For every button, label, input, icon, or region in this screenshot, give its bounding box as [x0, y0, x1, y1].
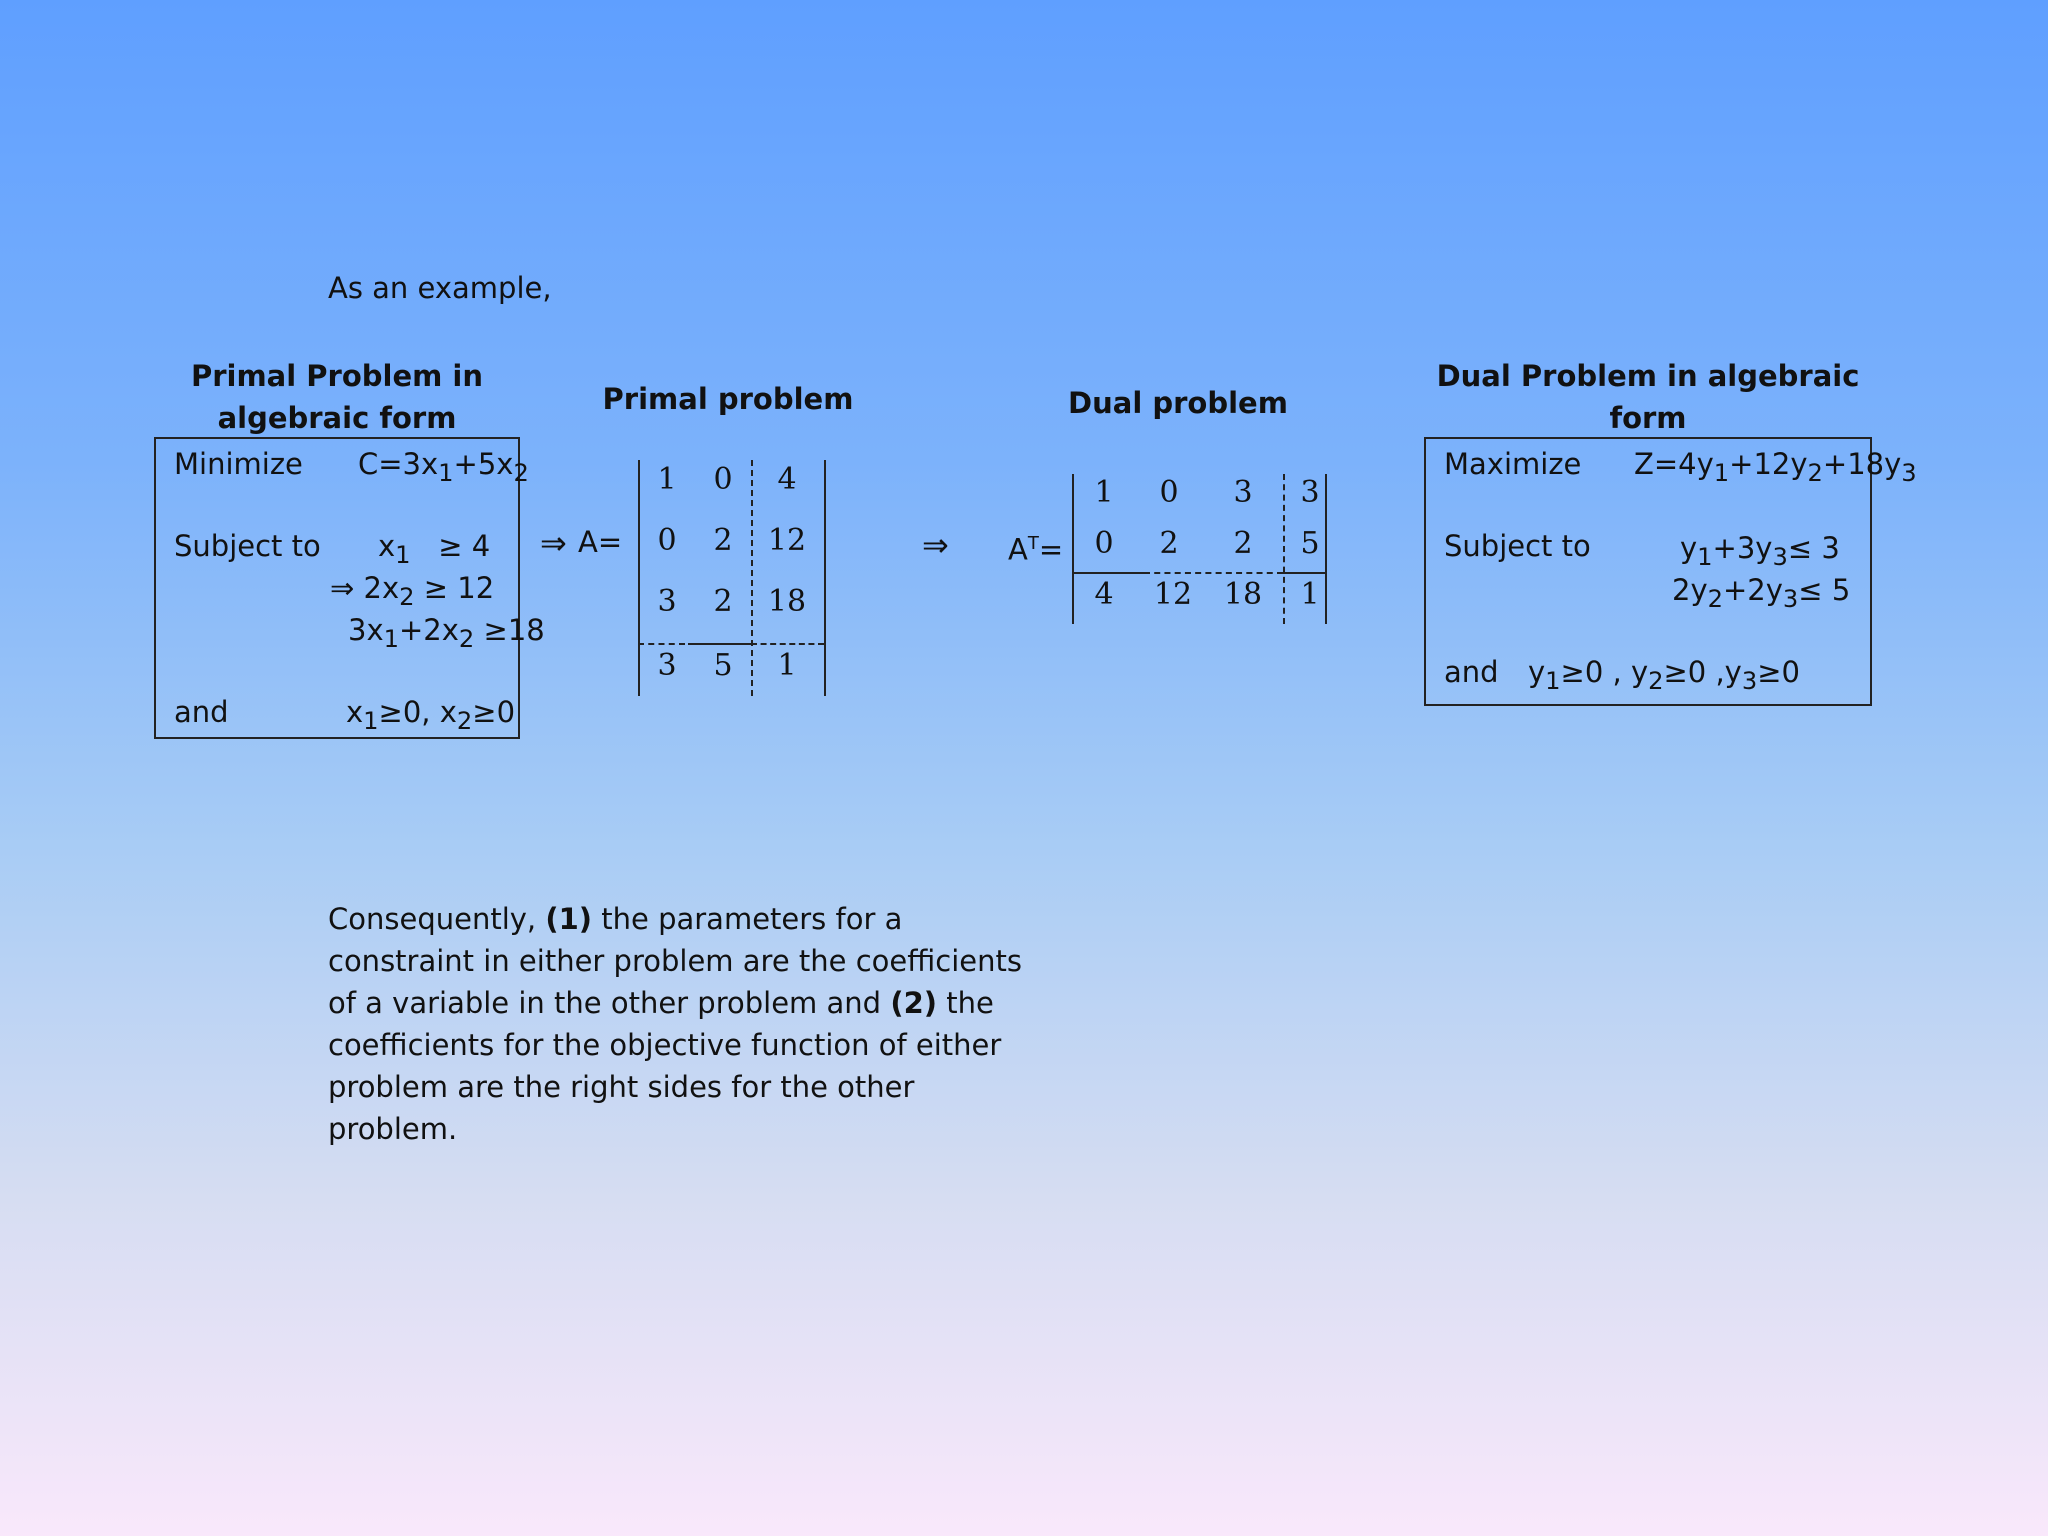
implies-arrow-icon: ⇒ — [540, 524, 567, 562]
dual-and-label: and — [1444, 655, 1499, 689]
matrix-cell: 3 — [657, 584, 677, 619]
primal-algebraic-title — [154, 355, 520, 439]
minimize-label: Minimize — [174, 447, 303, 481]
dual-algebraic-title-line2: form — [1609, 401, 1687, 435]
matrix-cell: 1 — [657, 462, 677, 497]
primal-and-label: and — [174, 695, 229, 729]
dual-subject-label: Subject to — [1444, 529, 1591, 563]
primal-subject-label: Subject to — [174, 529, 321, 563]
implies-arrow-icon: ⇒ — [922, 526, 949, 564]
matrix-cell: 5 — [713, 648, 733, 683]
dual-matrix-label: $A^T=$ — [1008, 532, 1064, 567]
primal-matrix-title: Primal problem — [602, 382, 854, 416]
primal-nonnegativity: $x_1\ge 0$, $x_2\ge 0$ — [346, 695, 516, 735]
matrix-cell: 4 — [1094, 577, 1114, 612]
dual-constraint-2: $2y_2+2y_3\le 5$ — [1672, 573, 1851, 613]
primal-algebraic-box — [154, 437, 545, 739]
intro-text: As an example, — [328, 271, 552, 305]
matrix-cell: 3 — [657, 648, 677, 683]
dual-nonnegativity: $y_1\ge 0$ , $y_2\ge 0$ $,y_3\ge 0$ — [1528, 655, 1800, 695]
consequently-paragraph: Consequently, (1) the parameters for a constraint in either problem are the coefficients of a variable in the other problem and (2) the coefficients for the objective function of either problem are the right sides for the other problem. — [328, 902, 1022, 1146]
primal-algebraic-title-line1: Primal Problem in — [190, 359, 484, 393]
dual-matrix-title: Dual problem — [1068, 386, 1288, 420]
matrix-cell: 12 — [1153, 577, 1193, 612]
matrix-cell: 2 — [713, 523, 733, 558]
matrix-cell: 5 — [1300, 526, 1320, 561]
matrix-cell: 3 — [1300, 475, 1320, 510]
matrix-cell: 0 — [1094, 526, 1114, 561]
matrix-cell: 18 — [767, 584, 807, 619]
matrix-cell: 2 — [713, 584, 733, 619]
maximize-label: Maximize — [1444, 447, 1582, 481]
primal-objective: $C=3x_1+5x_2$ — [358, 447, 529, 487]
matrix-cell: 12 — [767, 523, 807, 558]
matrix-cell: 4 — [777, 462, 797, 497]
matrix-cell: 0 — [657, 523, 677, 558]
matrix-cell: 0 — [713, 462, 733, 497]
dual-constraint-1: $y_1+3y_3\le 3$ — [1680, 531, 1840, 571]
matrix-cell: 1 — [777, 648, 797, 683]
primal-constraint-3: $3x_1+2x_2 \ge 18$ — [348, 613, 545, 653]
primal-algebraic-title-line2: algebraic form — [217, 401, 457, 435]
primal-matrix-label: A= — [578, 525, 623, 559]
dual-objective: $Z=4y_1+12y_2+18y_3$ — [1634, 447, 1917, 487]
primal-constraint-1: $x_1 \ge 4$ — [378, 529, 491, 569]
matrix-cell: 3 — [1233, 475, 1253, 510]
matrix-cell: 0 — [1159, 475, 1179, 510]
matrix-cell: 2 — [1159, 526, 1179, 561]
implies-arrow-icon: ⇒ — [330, 571, 355, 605]
primal-constraint-2: ⇒ $2x_2 \ge 12$ — [330, 571, 495, 611]
dual-algebraic-box — [1424, 437, 1917, 706]
matrix-cell: 1 — [1094, 475, 1114, 510]
matrix-cell: 18 — [1223, 577, 1263, 612]
matrix-cell: 2 — [1233, 526, 1253, 561]
dual-algebraic-title — [1424, 355, 1872, 439]
matrix-cell: 1 — [1300, 577, 1320, 612]
dual-algebraic-title-line1: Dual Problem in algebraic — [1436, 359, 1860, 393]
